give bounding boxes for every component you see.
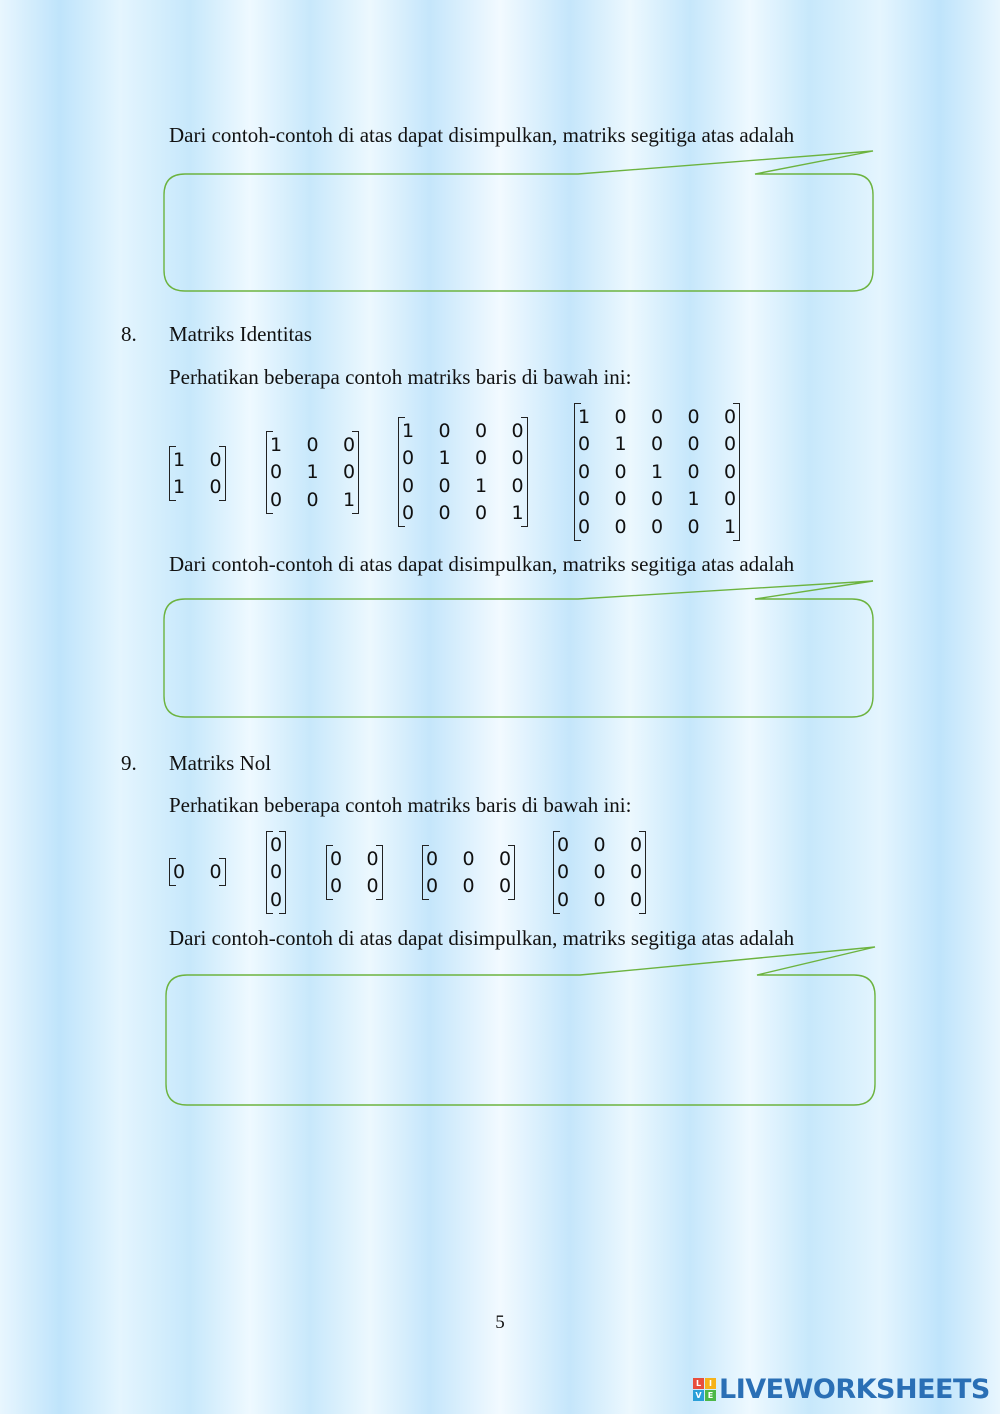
bracket-right — [508, 845, 515, 900]
matrix-entry: 0 — [593, 861, 606, 884]
matrix-entry: 0 — [687, 460, 700, 483]
matrix-row — [557, 859, 642, 887]
matrix-entry: 0 — [330, 847, 343, 870]
matrix-entry: 1 — [724, 515, 737, 538]
matrix-entry: 0 — [270, 488, 283, 511]
matrix-entry: 1 — [578, 405, 591, 428]
matrix-entry: 0 — [402, 447, 415, 470]
bracket-left — [574, 403, 581, 541]
matrix-entry: 1 — [343, 488, 356, 511]
matrix-entry: 0 — [557, 833, 570, 856]
zero-matrix-1x2 — [169, 858, 226, 886]
matrix-entry: 0 — [724, 433, 737, 456]
matrix-entry: 0 — [270, 833, 283, 856]
bracket-left — [422, 845, 429, 900]
matrix-row — [173, 858, 222, 886]
bracket-right — [733, 403, 740, 541]
matrix-entry: 0 — [306, 433, 319, 456]
matrix-entry: 1 — [651, 460, 664, 483]
matrix-entry: 0 — [511, 474, 524, 497]
matrix-row — [578, 486, 736, 514]
matrix-row — [402, 445, 524, 473]
bracket-left — [326, 845, 333, 900]
matrix-entry: 0 — [438, 474, 451, 497]
bracket-right — [376, 845, 383, 900]
page-number: 5 — [495, 1312, 505, 1333]
answer-box-9[interactable] — [168, 977, 873, 1103]
matrix-entry: 1 — [270, 433, 283, 456]
matrix-entry: 0 — [330, 875, 343, 898]
matrix-entry: 0 — [578, 488, 591, 511]
matrix-entry: 0 — [687, 405, 700, 428]
identity-matrix-4x4 — [398, 417, 528, 527]
section-title-8: Matriks Identitas — [169, 322, 312, 346]
matrix-row — [402, 500, 524, 528]
matrix-entry: 0 — [366, 847, 379, 870]
matrix-entry: 0 — [270, 861, 283, 884]
matrix-entry: 0 — [651, 515, 664, 538]
logo-icon-letter: I — [705, 1378, 716, 1389]
matrix-entry: 0 — [306, 488, 319, 511]
section-title-9: Matriks Nol — [169, 751, 272, 775]
matrix-entry: 0 — [593, 833, 606, 856]
matrix-entry: 0 — [462, 847, 475, 870]
matrix-entry: 0 — [630, 861, 643, 884]
bracket-left — [266, 831, 273, 914]
matrix-entry: 1 — [687, 488, 700, 511]
bracket-left — [398, 417, 405, 527]
matrix-entry: 0 — [511, 447, 524, 470]
matrix-row — [557, 886, 642, 914]
zero-matrix-3x3 — [553, 831, 646, 914]
matrix-entry: 0 — [462, 875, 475, 898]
matrix-entry: 0 — [499, 847, 512, 870]
matrix-row — [270, 459, 355, 487]
matrix-entry: 1 — [173, 476, 186, 499]
matrix-entry: 0 — [366, 875, 379, 898]
answer-box-8[interactable] — [166, 601, 871, 715]
matrix-entry: 0 — [651, 433, 664, 456]
matrix-entry: 0 — [614, 515, 627, 538]
matrix-row — [270, 486, 355, 514]
matrix-entry: 0 — [578, 515, 591, 538]
matrix-entry: 0 — [724, 460, 737, 483]
matrix-entry: 0 — [438, 502, 451, 525]
answer-box-7[interactable] — [166, 176, 871, 289]
matrix-entry: 1 — [402, 419, 415, 442]
bracket-left — [169, 858, 176, 886]
matrix-row — [402, 472, 524, 500]
section-number-9: 9. — [121, 751, 137, 775]
matrix-entry: 0 — [630, 833, 643, 856]
matrix-entry: 0 — [402, 502, 415, 525]
matrix-entry: 0 — [614, 488, 627, 511]
matrix-row — [330, 845, 379, 873]
matrix-entry: 0 — [209, 448, 222, 471]
matrix-entry: 0 — [402, 474, 415, 497]
matrix-entry: 1 — [173, 448, 186, 471]
bracket-right — [279, 831, 286, 914]
intro-text-9: Perhatikan beberapa contoh matriks baris di bawah ini: — [169, 793, 632, 817]
matrix-entry: 0 — [630, 888, 643, 911]
conclusion-text-7: Dari contoh-contoh di atas dapat disimpulkan, matriks segitiga atas adalah — [169, 123, 795, 147]
matrix-entry: 0 — [614, 460, 627, 483]
bracket-left — [169, 446, 176, 501]
matrix-row — [173, 474, 222, 502]
matrix-entry: 0 — [343, 433, 356, 456]
bracket-right — [219, 858, 226, 886]
matrix-entry: 1 — [475, 474, 488, 497]
matrix-entry: 0 — [426, 847, 439, 870]
logo-icon — [693, 1378, 716, 1401]
matrix-entry: 0 — [426, 875, 439, 898]
matrix-entry: 0 — [614, 405, 627, 428]
matrix-entry: 0 — [578, 460, 591, 483]
matrix-entry: 0 — [724, 405, 737, 428]
matrix-entry: 0 — [209, 860, 222, 883]
matrix-entry: 0 — [651, 488, 664, 511]
matrix-entry: 0 — [209, 476, 222, 499]
section-number-8: 8. — [121, 322, 137, 346]
intro-text-8: Perhatikan beberapa contoh matriks baris di bawah ini: — [169, 365, 632, 389]
matrix-entry: 0 — [475, 447, 488, 470]
matrix-row — [426, 845, 511, 873]
matrix-entry: 0 — [499, 875, 512, 898]
matrix-entry: 0 — [343, 461, 356, 484]
matrix-row — [578, 403, 736, 431]
matrix-entry: 0 — [270, 888, 283, 911]
matrix-row — [330, 873, 379, 901]
zero-matrix-3x1 — [266, 831, 286, 914]
identity-matrix-2x2 — [169, 446, 226, 501]
logo-icon-letter: V — [693, 1390, 704, 1401]
matrix-row — [578, 513, 736, 541]
logo-text: LIVEWORKSHEETS — [719, 1374, 990, 1405]
matrix-entry: 1 — [511, 502, 524, 525]
matrix-entry: 0 — [651, 405, 664, 428]
conclusion-text-9: Dari contoh-contoh di atas dapat disimpulkan, matriks segitiga atas adalah — [169, 926, 795, 950]
matrix-entry: 0 — [511, 419, 524, 442]
identity-matrix-3x3 — [266, 431, 359, 514]
liveworksheets-logo[interactable] — [693, 1374, 990, 1405]
conclusion-text-8: Dari contoh-contoh di atas dapat disimpulkan, matriks segitiga atas adalah — [169, 552, 795, 576]
identity-matrix-5x5 — [574, 403, 740, 541]
matrix-entry: 0 — [578, 433, 591, 456]
matrix-row — [402, 417, 524, 445]
matrix-entry: 0 — [557, 861, 570, 884]
matrix-entry: 0 — [593, 888, 606, 911]
bracket-right — [521, 417, 528, 527]
matrix-entry: 0 — [173, 860, 186, 883]
bracket-right — [352, 431, 359, 514]
bracket-right — [639, 831, 646, 914]
matrix-row — [557, 831, 642, 859]
matrix-entry: 0 — [687, 433, 700, 456]
logo-icon-letter: E — [705, 1390, 716, 1401]
matrix-entry: 0 — [724, 488, 737, 511]
matrix-entry: 0 — [687, 515, 700, 538]
matrix-entry: 1 — [438, 447, 451, 470]
bracket-left — [553, 831, 560, 914]
matrix-entry: 0 — [557, 888, 570, 911]
matrix-row — [426, 873, 511, 901]
bracket-right — [219, 446, 226, 501]
matrix-row — [578, 458, 736, 486]
zero-matrix-2x3 — [422, 845, 515, 900]
matrix-entry: 1 — [614, 433, 627, 456]
matrix-entry: 1 — [306, 461, 319, 484]
zero-matrix-2x2 — [326, 845, 383, 900]
matrix-entry: 0 — [475, 419, 488, 442]
matrix-entry: 0 — [270, 461, 283, 484]
bracket-left — [266, 431, 273, 514]
matrix-entry: 0 — [438, 419, 451, 442]
matrix-row — [173, 446, 222, 474]
matrix-entry: 0 — [475, 502, 488, 525]
logo-icon-letter: L — [693, 1378, 704, 1389]
matrix-row — [578, 431, 736, 459]
matrix-row — [270, 431, 355, 459]
